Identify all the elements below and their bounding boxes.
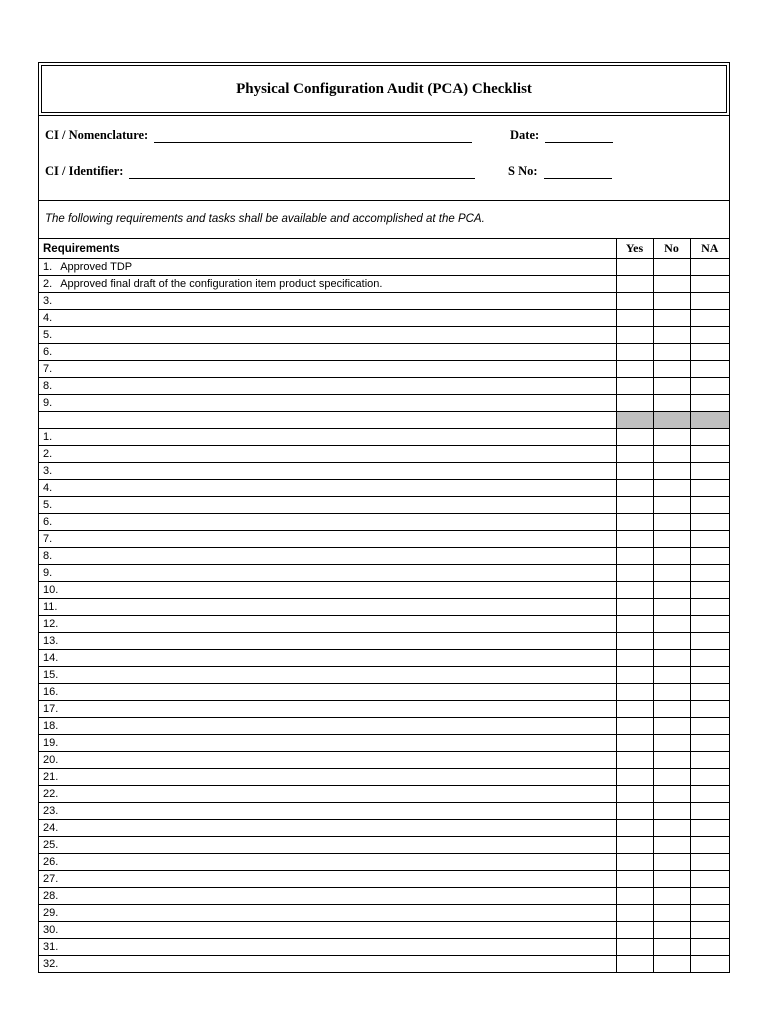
row-number: 25. xyxy=(43,839,59,851)
no-checkbox-cell[interactable] xyxy=(653,616,690,633)
row-number: 18. xyxy=(43,720,59,732)
section-separator-row xyxy=(39,412,729,429)
table-row xyxy=(39,310,729,327)
no-checkbox-cell[interactable] xyxy=(653,327,690,344)
yes-checkbox-cell[interactable] xyxy=(616,531,653,548)
no-checkbox-cell[interactable] xyxy=(653,497,690,514)
na-checkbox-cell[interactable] xyxy=(690,939,729,956)
na-checkbox-cell[interactable] xyxy=(690,871,729,888)
row-number: 17. xyxy=(43,703,59,715)
no-checkbox-cell xyxy=(653,412,690,429)
na-checkbox-cell[interactable] xyxy=(690,684,729,701)
table-body xyxy=(39,259,729,973)
requirement-cell[interactable] xyxy=(39,548,616,565)
row-number: 10. xyxy=(43,584,59,596)
yes-checkbox-cell[interactable] xyxy=(616,871,653,888)
row-number: 2. xyxy=(43,448,53,460)
no-checkbox-cell[interactable] xyxy=(653,854,690,871)
sno-label: S No: xyxy=(508,164,538,178)
row-number: 3. xyxy=(43,465,53,477)
na-checkbox-cell[interactable] xyxy=(690,446,729,463)
no-checkbox-cell[interactable] xyxy=(653,514,690,531)
table-row xyxy=(39,599,729,616)
yes-checkbox-cell[interactable] xyxy=(616,837,653,854)
table-row xyxy=(39,650,729,667)
requirement-text xyxy=(52,346,60,358)
row-number: 30. xyxy=(43,924,59,936)
table-row xyxy=(39,803,729,820)
requirement-cell[interactable] xyxy=(39,565,616,582)
requirement-cell[interactable] xyxy=(39,752,616,769)
yes-checkbox-cell[interactable] xyxy=(616,667,653,684)
table-row xyxy=(39,735,729,752)
no-checkbox-cell[interactable] xyxy=(653,956,690,973)
intro-text: The following requirements and tasks shall be available and accomplished at the PCA. xyxy=(39,200,729,238)
requirement-cell[interactable] xyxy=(39,480,616,497)
table-row xyxy=(39,922,729,939)
row-number: 26. xyxy=(43,856,59,868)
no-checkbox-cell[interactable] xyxy=(653,837,690,854)
na-checkbox-cell[interactable] xyxy=(690,565,729,582)
no-checkbox-cell[interactable] xyxy=(653,650,690,667)
table-row xyxy=(39,276,729,293)
table-row xyxy=(39,361,729,378)
na-checkbox-cell[interactable] xyxy=(690,701,729,718)
yes-checkbox-cell[interactable] xyxy=(616,616,653,633)
yes-checkbox-cell[interactable] xyxy=(616,293,653,310)
no-checkbox-cell[interactable] xyxy=(653,752,690,769)
na-checkbox-cell[interactable] xyxy=(690,327,729,344)
sno-input-line[interactable] xyxy=(544,166,612,179)
requirement-cell[interactable] xyxy=(39,463,616,480)
table-row xyxy=(39,327,729,344)
no-checkbox-cell[interactable] xyxy=(653,259,690,276)
row-number: 21. xyxy=(43,771,59,783)
row-number: 11. xyxy=(43,601,58,613)
requirement-cell[interactable] xyxy=(39,276,616,293)
row-number: 23. xyxy=(43,805,59,817)
yes-checkbox-cell[interactable] xyxy=(616,803,653,820)
row-number: 32. xyxy=(43,958,59,970)
no-checkbox-cell[interactable] xyxy=(653,803,690,820)
no-checkbox-cell[interactable] xyxy=(653,905,690,922)
requirement-cell[interactable] xyxy=(39,956,616,973)
no-checkbox-cell[interactable] xyxy=(653,429,690,446)
requirement-cell[interactable] xyxy=(39,888,616,905)
no-checkbox-cell[interactable] xyxy=(653,718,690,735)
na-checkbox-cell[interactable] xyxy=(690,650,729,667)
table-row xyxy=(39,259,729,276)
row-number: 5. xyxy=(43,329,53,341)
row-number: 28. xyxy=(43,890,59,902)
requirement-cell[interactable] xyxy=(39,310,616,327)
no-checkbox-cell[interactable] xyxy=(653,293,690,310)
yes-checkbox-cell[interactable] xyxy=(616,650,653,667)
requirement-cell[interactable] xyxy=(39,497,616,514)
date-input-line[interactable] xyxy=(545,130,613,143)
yes-checkbox-cell[interactable] xyxy=(616,633,653,650)
no-checkbox-cell[interactable] xyxy=(653,531,690,548)
requirement-cell[interactable] xyxy=(39,514,616,531)
table-row xyxy=(39,820,729,837)
checklist-document xyxy=(38,62,730,973)
identifier-input-line[interactable] xyxy=(129,166,475,179)
requirement-cell[interactable] xyxy=(39,939,616,956)
table-row xyxy=(39,497,729,514)
na-checkbox-cell[interactable] xyxy=(690,548,729,565)
table-row xyxy=(39,616,729,633)
requirement-cell[interactable] xyxy=(39,446,616,463)
requirement-text: Approved TDP xyxy=(60,261,133,273)
row-number: 6. xyxy=(43,346,53,358)
na-checkbox-cell[interactable] xyxy=(690,293,729,310)
no-header: No xyxy=(653,239,690,259)
requirement-cell[interactable] xyxy=(39,361,616,378)
header-fields xyxy=(39,115,729,200)
na-checkbox-cell[interactable] xyxy=(690,344,729,361)
yes-checkbox-cell[interactable] xyxy=(616,718,653,735)
table-row xyxy=(39,633,729,650)
requirement-text xyxy=(52,363,60,375)
requirement-cell[interactable] xyxy=(39,378,616,395)
no-checkbox-cell[interactable] xyxy=(653,276,690,293)
yes-checkbox-cell[interactable] xyxy=(616,378,653,395)
requirement-text xyxy=(52,295,60,307)
sno-field[interactable] xyxy=(508,164,612,179)
yes-checkbox-cell[interactable] xyxy=(616,752,653,769)
date-field[interactable] xyxy=(510,128,613,143)
table-row xyxy=(39,548,729,565)
na-checkbox-cell[interactable] xyxy=(690,888,729,905)
no-checkbox-cell[interactable] xyxy=(653,565,690,582)
row-number: 19. xyxy=(43,737,59,749)
table-row xyxy=(39,854,729,871)
requirements-header: Requirements xyxy=(39,239,616,259)
no-checkbox-cell[interactable] xyxy=(653,548,690,565)
no-checkbox-cell[interactable] xyxy=(653,786,690,803)
na-checkbox-cell[interactable] xyxy=(690,395,729,412)
row-number: 13. xyxy=(43,635,59,647)
requirement-cell[interactable] xyxy=(39,293,616,310)
table-row xyxy=(39,888,729,905)
nomenclature-field[interactable] xyxy=(45,128,472,143)
row-number: 5. xyxy=(43,499,53,511)
yes-checkbox-cell[interactable] xyxy=(616,463,653,480)
yes-checkbox-cell[interactable] xyxy=(616,310,653,327)
na-checkbox-cell[interactable] xyxy=(690,599,729,616)
yes-checkbox-cell[interactable] xyxy=(616,497,653,514)
na-checkbox-cell[interactable] xyxy=(690,429,729,446)
na-checkbox-cell[interactable] xyxy=(690,259,729,276)
requirement-cell[interactable] xyxy=(39,395,616,412)
row-number: 2. xyxy=(43,278,53,290)
yes-checkbox-cell[interactable] xyxy=(616,259,653,276)
requirement-cell[interactable] xyxy=(39,922,616,939)
table-row xyxy=(39,905,729,922)
table-row xyxy=(39,446,729,463)
no-checkbox-cell[interactable] xyxy=(653,769,690,786)
table-row xyxy=(39,293,729,310)
row-number: 16. xyxy=(43,686,59,698)
requirement-cell[interactable] xyxy=(39,803,616,820)
row-number: 8. xyxy=(43,550,53,562)
no-checkbox-cell[interactable] xyxy=(653,922,690,939)
na-checkbox-cell[interactable] xyxy=(690,803,729,820)
na-checkbox-cell[interactable] xyxy=(690,837,729,854)
requirement-cell[interactable] xyxy=(39,837,616,854)
yes-checkbox-cell[interactable] xyxy=(616,344,653,361)
requirement-cell[interactable] xyxy=(39,905,616,922)
row-number: 24. xyxy=(43,822,59,834)
no-checkbox-cell[interactable] xyxy=(653,446,690,463)
table-header-row xyxy=(39,239,729,259)
requirement-cell[interactable] xyxy=(39,344,616,361)
na-checkbox-cell[interactable] xyxy=(690,769,729,786)
identifier-label: CI / Identifier: xyxy=(45,164,124,178)
no-checkbox-cell[interactable] xyxy=(653,684,690,701)
row-number: 3. xyxy=(43,295,53,307)
row-number: 4. xyxy=(43,312,53,324)
yes-checkbox-cell[interactable] xyxy=(616,582,653,599)
na-checkbox-cell[interactable] xyxy=(690,361,729,378)
row-number: 6. xyxy=(43,516,53,528)
row-number: 1. xyxy=(43,431,53,443)
requirement-cell[interactable] xyxy=(39,718,616,735)
na-checkbox-cell[interactable] xyxy=(690,633,729,650)
no-checkbox-cell[interactable] xyxy=(653,378,690,395)
yes-checkbox-cell xyxy=(616,412,653,429)
no-checkbox-cell[interactable] xyxy=(653,344,690,361)
na-checkbox-cell[interactable] xyxy=(690,718,729,735)
table-row xyxy=(39,718,729,735)
table-row xyxy=(39,871,729,888)
table-row xyxy=(39,956,729,973)
table-row xyxy=(39,769,729,786)
na-checkbox-cell[interactable] xyxy=(690,378,729,395)
table-row xyxy=(39,463,729,480)
requirement-cell[interactable] xyxy=(39,667,616,684)
table-row xyxy=(39,582,729,599)
yes-checkbox-cell[interactable] xyxy=(616,701,653,718)
yes-checkbox-cell[interactable] xyxy=(616,429,653,446)
na-checkbox-cell[interactable] xyxy=(690,735,729,752)
row-number: 20. xyxy=(43,754,59,766)
row-number: 1. xyxy=(43,261,53,273)
no-checkbox-cell[interactable] xyxy=(653,361,690,378)
no-checkbox-cell[interactable] xyxy=(653,599,690,616)
yes-checkbox-cell[interactable] xyxy=(616,480,653,497)
no-checkbox-cell[interactable] xyxy=(653,701,690,718)
row-number: 27. xyxy=(43,873,59,885)
requirement-cell[interactable] xyxy=(39,599,616,616)
yes-checkbox-cell[interactable] xyxy=(616,786,653,803)
no-checkbox-cell[interactable] xyxy=(653,871,690,888)
na-header: NA xyxy=(690,239,729,259)
row-number: 7. xyxy=(43,363,53,375)
table-row xyxy=(39,701,729,718)
na-checkbox-cell[interactable] xyxy=(690,514,729,531)
row-number: 9. xyxy=(43,567,53,579)
table-row xyxy=(39,514,729,531)
document-title: Physical Configuration Audit (PCA) Checklist xyxy=(236,80,532,97)
yes-checkbox-cell[interactable] xyxy=(616,514,653,531)
row-number: 22. xyxy=(43,788,59,800)
na-checkbox-cell[interactable] xyxy=(690,786,729,803)
yes-checkbox-cell[interactable] xyxy=(616,599,653,616)
na-checkbox-cell[interactable] xyxy=(690,276,729,293)
table-row xyxy=(39,395,729,412)
no-checkbox-cell[interactable] xyxy=(653,667,690,684)
table-row xyxy=(39,565,729,582)
requirement-cell[interactable] xyxy=(39,854,616,871)
table-row xyxy=(39,667,729,684)
yes-checkbox-cell[interactable] xyxy=(616,327,653,344)
requirement-cell[interactable] xyxy=(39,650,616,667)
table-row xyxy=(39,939,729,956)
yes-checkbox-cell[interactable] xyxy=(616,888,653,905)
row-number: 4. xyxy=(43,482,53,494)
table-row xyxy=(39,837,729,854)
requirement-cell[interactable] xyxy=(39,701,616,718)
no-checkbox-cell[interactable] xyxy=(653,582,690,599)
row-number: 7. xyxy=(43,533,53,545)
yes-checkbox-cell[interactable] xyxy=(616,735,653,752)
na-checkbox-cell[interactable] xyxy=(690,463,729,480)
requirement-text xyxy=(52,397,60,409)
table-row xyxy=(39,378,729,395)
na-checkbox-cell[interactable] xyxy=(690,820,729,837)
no-checkbox-cell[interactable] xyxy=(653,463,690,480)
yes-checkbox-cell[interactable] xyxy=(616,276,653,293)
yes-checkbox-cell[interactable] xyxy=(616,565,653,582)
yes-checkbox-cell[interactable] xyxy=(616,548,653,565)
no-checkbox-cell[interactable] xyxy=(653,735,690,752)
requirement-cell[interactable] xyxy=(39,633,616,650)
na-checkbox-cell xyxy=(690,412,729,429)
row-number: 29. xyxy=(43,907,59,919)
yes-checkbox-cell[interactable] xyxy=(616,922,653,939)
requirement-cell[interactable] xyxy=(39,684,616,701)
nomenclature-input-line[interactable] xyxy=(154,130,472,143)
requirement-cell[interactable] xyxy=(39,582,616,599)
yes-checkbox-cell[interactable] xyxy=(616,361,653,378)
row-number: 31. xyxy=(43,941,59,953)
table-row xyxy=(39,786,729,803)
nomenclature-label: CI / Nomenclature: xyxy=(45,128,149,142)
no-checkbox-cell[interactable] xyxy=(653,395,690,412)
requirement-cell[interactable] xyxy=(39,531,616,548)
yes-checkbox-cell[interactable] xyxy=(616,905,653,922)
requirement-text xyxy=(52,380,60,392)
row-number: 12. xyxy=(43,618,59,630)
yes-header: Yes xyxy=(616,239,653,259)
yes-checkbox-cell[interactable] xyxy=(616,395,653,412)
row-number: 14. xyxy=(43,652,59,664)
yes-checkbox-cell[interactable] xyxy=(616,684,653,701)
table-row xyxy=(39,480,729,497)
yes-checkbox-cell[interactable] xyxy=(616,820,653,837)
requirement-cell[interactable] xyxy=(39,786,616,803)
table-row xyxy=(39,531,729,548)
na-checkbox-cell[interactable] xyxy=(690,616,729,633)
date-label: Date: xyxy=(510,128,540,142)
no-checkbox-cell[interactable] xyxy=(653,310,690,327)
table-row xyxy=(39,429,729,446)
no-checkbox-cell[interactable] xyxy=(653,888,690,905)
yes-checkbox-cell[interactable] xyxy=(616,854,653,871)
no-checkbox-cell[interactable] xyxy=(653,633,690,650)
table-row xyxy=(39,344,729,361)
na-checkbox-cell[interactable] xyxy=(690,531,729,548)
no-checkbox-cell[interactable] xyxy=(653,939,690,956)
requirement-cell[interactable] xyxy=(39,820,616,837)
requirement-text: Approved final draft of the configuration item product specification. xyxy=(60,278,383,290)
row-number: 15. xyxy=(43,669,59,681)
na-checkbox-cell[interactable] xyxy=(690,497,729,514)
na-checkbox-cell[interactable] xyxy=(690,752,729,769)
na-checkbox-cell[interactable] xyxy=(690,310,729,327)
requirement-cell[interactable] xyxy=(39,735,616,752)
requirement-text xyxy=(52,312,60,324)
requirement-cell[interactable] xyxy=(39,259,616,276)
na-checkbox-cell[interactable] xyxy=(690,582,729,599)
na-checkbox-cell[interactable] xyxy=(690,956,729,973)
requirement-cell[interactable] xyxy=(39,871,616,888)
na-checkbox-cell[interactable] xyxy=(690,480,729,497)
requirement-cell[interactable] xyxy=(39,769,616,786)
na-checkbox-cell[interactable] xyxy=(690,905,729,922)
table-row xyxy=(39,684,729,701)
requirements-table xyxy=(39,238,729,972)
na-checkbox-cell[interactable] xyxy=(690,667,729,684)
identifier-field[interactable] xyxy=(45,164,475,179)
separator-cell xyxy=(39,412,616,429)
no-checkbox-cell[interactable] xyxy=(653,820,690,837)
no-checkbox-cell[interactable] xyxy=(653,480,690,497)
requirement-cell[interactable] xyxy=(39,429,616,446)
row-number: 9. xyxy=(43,397,53,409)
na-checkbox-cell[interactable] xyxy=(690,922,729,939)
title-box xyxy=(41,65,727,113)
yes-checkbox-cell[interactable] xyxy=(616,446,653,463)
table-row xyxy=(39,752,729,769)
yes-checkbox-cell[interactable] xyxy=(616,939,653,956)
requirement-cell[interactable] xyxy=(39,616,616,633)
yes-checkbox-cell[interactable] xyxy=(616,769,653,786)
requirement-text xyxy=(52,329,60,341)
yes-checkbox-cell[interactable] xyxy=(616,956,653,973)
na-checkbox-cell[interactable] xyxy=(690,854,729,871)
row-number: 8. xyxy=(43,380,53,392)
requirement-cell[interactable] xyxy=(39,327,616,344)
